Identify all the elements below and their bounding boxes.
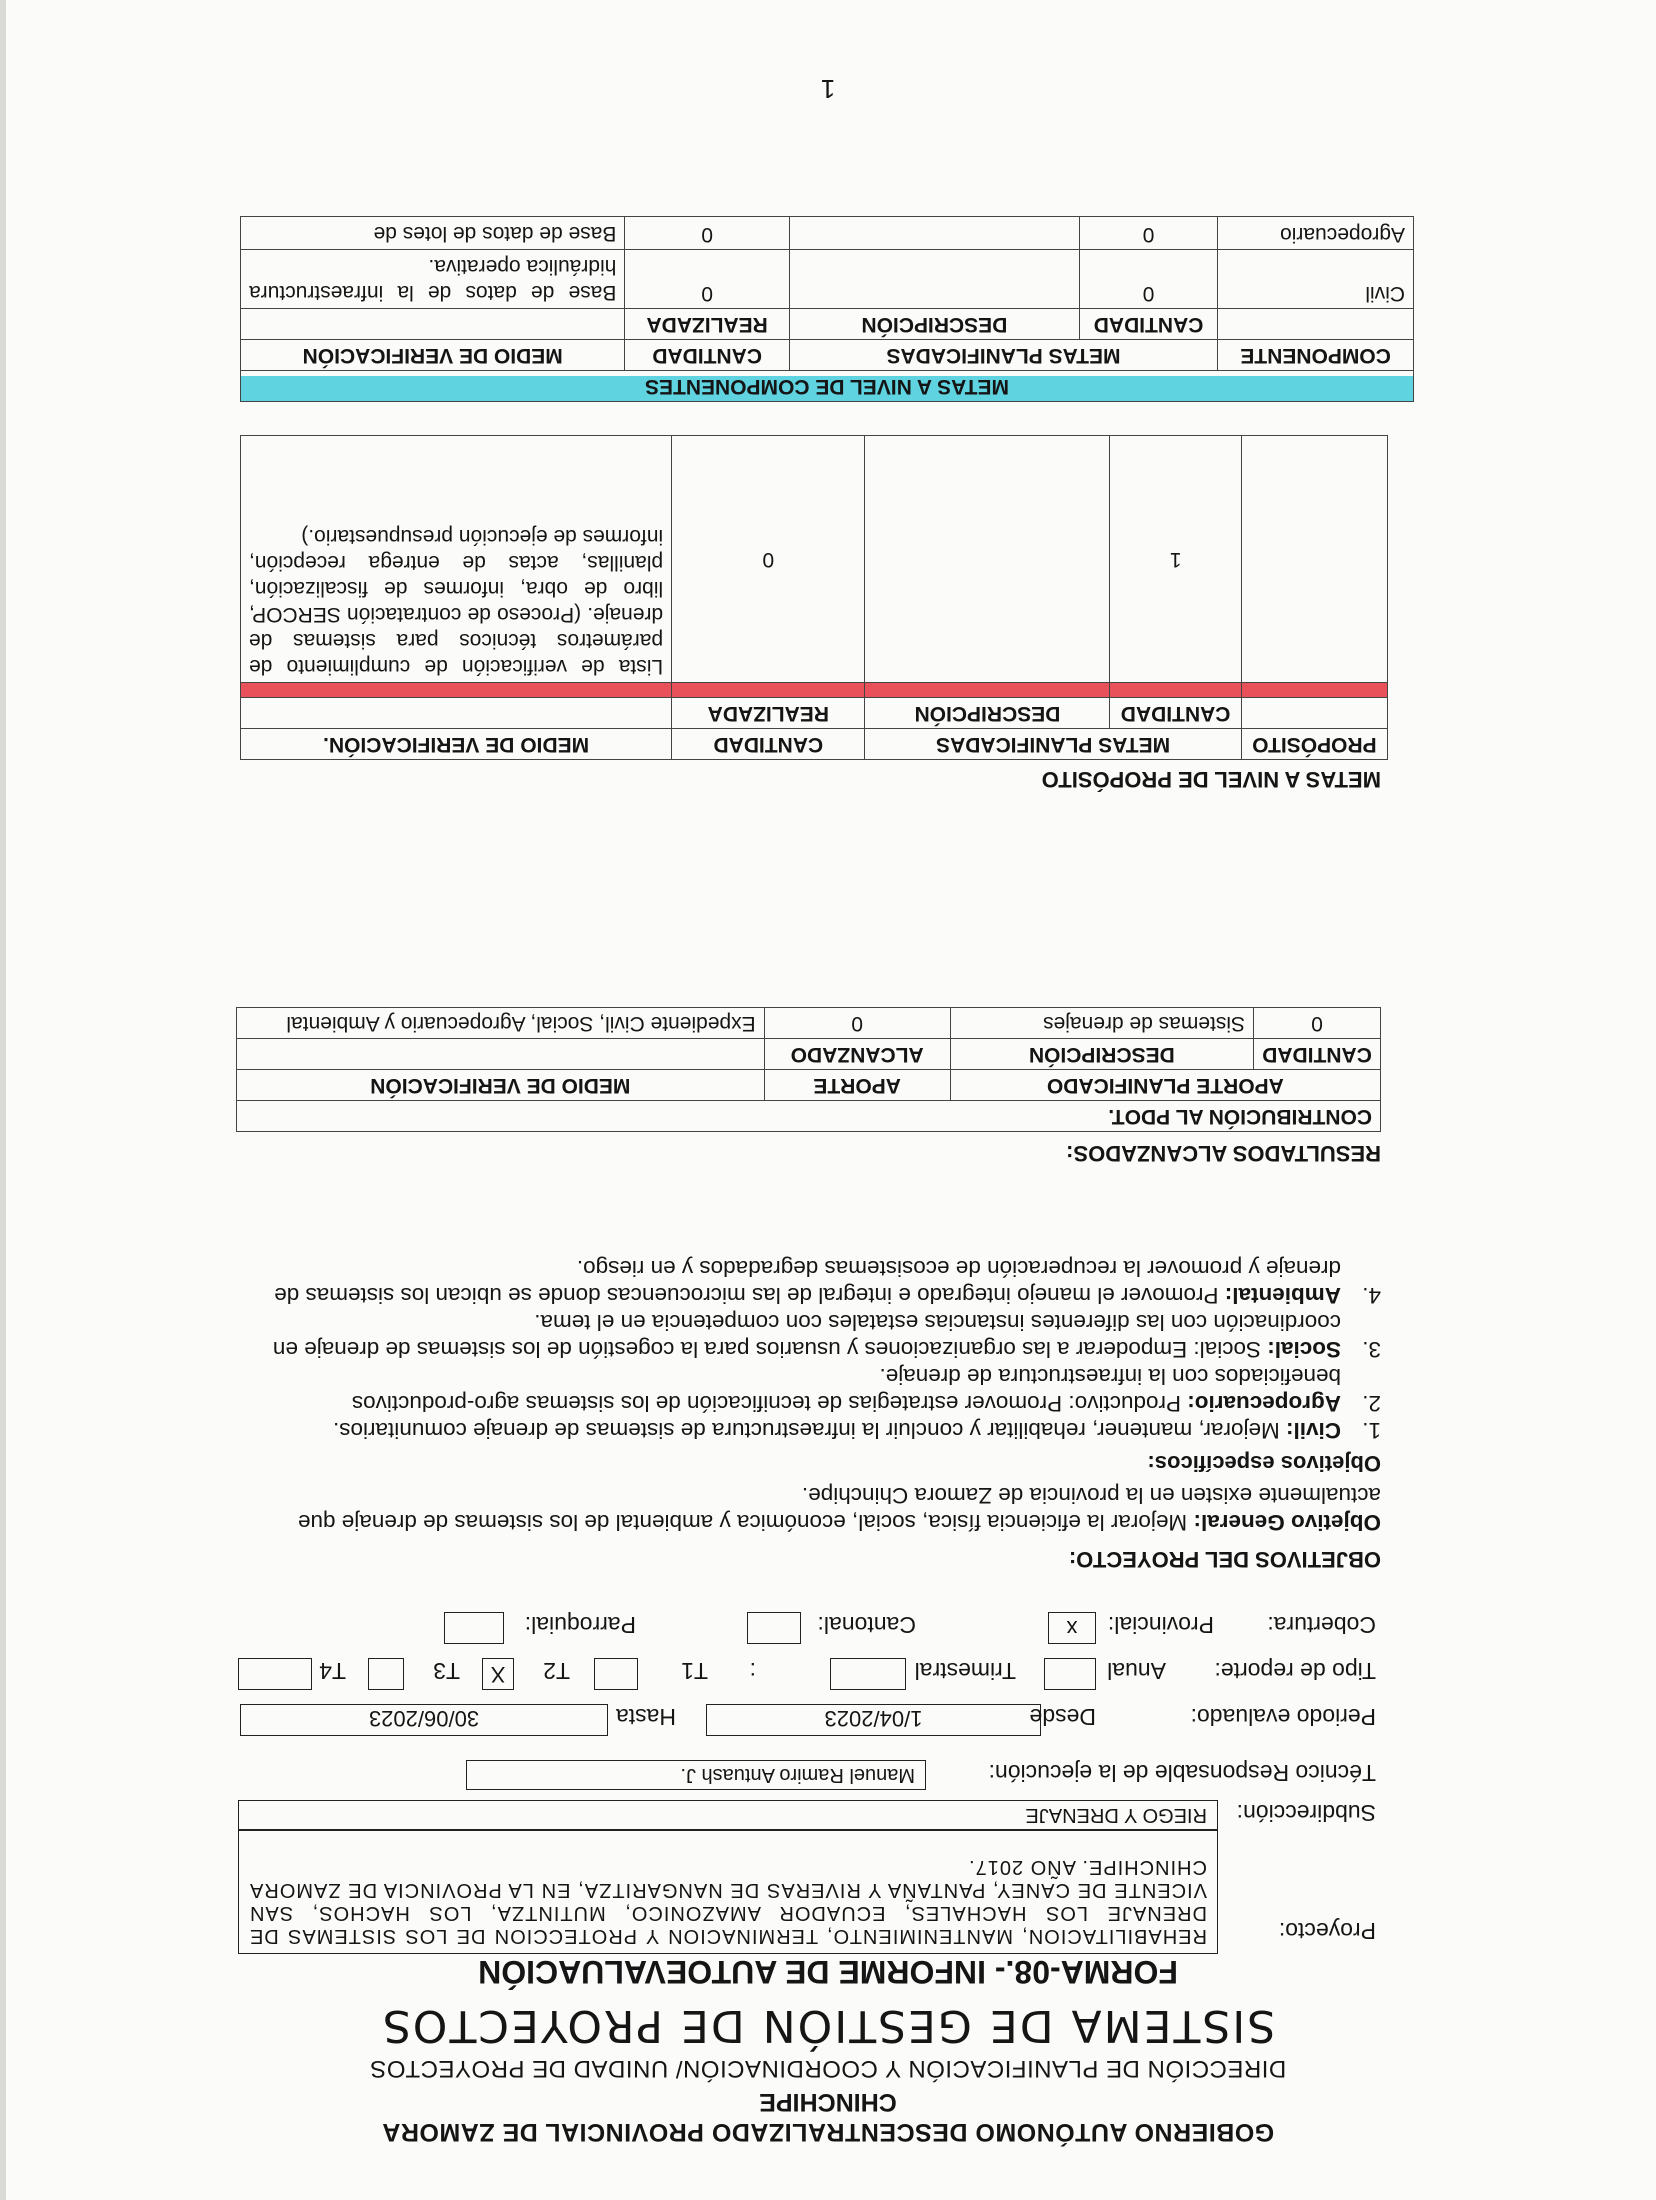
provincial-checkbox[interactable]: x	[1048, 1612, 1096, 1644]
sub-descripcion-header: DESCRIPCIÓN	[865, 698, 1110, 729]
cantidad-realizada-header: CANTIDAD	[672, 729, 865, 760]
table-row	[241, 250, 1414, 309]
table-cell: Civil	[1218, 250, 1414, 309]
anual-checkbox[interactable]	[1044, 1658, 1096, 1690]
table-cell: 0	[672, 436, 865, 683]
table-cell: 0	[625, 217, 789, 250]
desde-field[interactable]: 1/04/2023	[706, 1704, 1041, 1736]
componentes-table	[240, 216, 1414, 402]
proposito-subheader	[1241, 698, 1387, 729]
componente-header: COMPONENTE	[1218, 340, 1414, 371]
item-number: 2.	[1362, 1391, 1381, 1416]
componente-subheader	[1218, 309, 1414, 340]
table-cell: Agropecuario	[1218, 217, 1414, 250]
hasta-label: Hasta	[615, 1704, 676, 1730]
item-number: 4.	[1362, 1283, 1381, 1308]
system-title: SISTEMA DE GESTIÓN DE PROYECTOS	[380, 2000, 1276, 2051]
item-label: Ambiental:	[1224, 1283, 1341, 1308]
anual-label: Anual	[1107, 1658, 1166, 1684]
item-text: Productivo: Promover estrategias de tecnificación de los sistemas agro-productivos beneficiados con la infraestructura de drenaje.	[351, 1364, 1341, 1416]
highlight-bar	[1241, 683, 1387, 698]
proposito-table	[240, 435, 1388, 760]
cantidad-header: CANTIDAD	[1254, 1039, 1381, 1070]
form-title: FORMA-08.- INFORME DE AUTOEVALUACIÓN	[478, 1954, 1178, 1990]
table-cell: Expediente Civil, Social, Agropecuario y Ambiental	[237, 1008, 765, 1039]
item-number: 3.	[1362, 1337, 1381, 1362]
parroquial-checkbox[interactable]	[444, 1612, 504, 1644]
item-text: Mejorar, mantener, rehabilitar y concluir la infraestructura de sistemas de drenaje comunitarios.	[333, 1418, 1286, 1443]
tipo-label: Tipo de reporte:	[1214, 1658, 1376, 1684]
t4-checkbox[interactable]	[238, 1658, 312, 1690]
t2-label: T2	[543, 1658, 570, 1684]
item-label: Agropecuario:	[1187, 1391, 1341, 1416]
objetivo-general	[236, 1482, 1381, 1536]
periodo-label: Periodo evaluado:	[1190, 1704, 1376, 1730]
table-cell: Sistemas de drenajes	[950, 1008, 1253, 1039]
department: DIRECCIÓN DE PLANIFICACIÓN Y COORDINACIÓN/ UNIDAD DE PROYECTOS	[369, 2055, 1287, 2082]
table-cell: Lista de verificación de cumplimiento de parámetros técnicos para sistemas de drenaje. (Proceso de contratación SERCOP, libro de obra, informes de fiscalización, planillas, actas de entrega recepción, informes de ejecución presupuestario.)	[241, 436, 672, 683]
item-label: Civil:	[1285, 1418, 1341, 1443]
sub-realizada-header: REALIZADA	[672, 698, 865, 729]
table-cell: Base de datos de la infraestructura hidráulica operativa.	[241, 250, 625, 309]
org-name: GOBIERNO AUTÓNOMO DESCENTRALIZADO PROVINCIAL DE ZAMORA	[381, 2118, 1275, 2146]
proyecto-field[interactable]: REHABILITACION, MANTENIMIENTO, TERMINACION Y PROTECCION DE LOS SISTEMAS DE DRENAJE LOS HACHALES, ECUADOR AMAZONICO, MUTINTZA, LOS HACHOS, SAN VICENTE DE CANEY, PANTAÑA Y RIVERAS DE NANGARITZA, EN LA PROVINCIA DE ZAMORA CHINCHIPE. AÑO 2017.	[238, 1830, 1218, 1954]
t1-checkbox[interactable]	[594, 1658, 638, 1690]
objetivo-item-4	[236, 1255, 1381, 1309]
sub-realizada-header: REALIZADA	[625, 309, 789, 340]
sub-cantidad-header: CANTIDAD	[1110, 698, 1241, 729]
table-cell	[1241, 436, 1387, 683]
objetivo-general-text: Mejorar la eficiencia física, social, económica y ambiental de los sistemas de drenaje que actualmente existen en la provincia de Zamora Chinchipe.	[297, 1483, 1381, 1535]
cantonal-checkbox[interactable]	[747, 1612, 801, 1644]
medio-header: MEDIO DE VERIFICACIÓN	[241, 340, 625, 371]
objetivo-item-2	[236, 1363, 1381, 1417]
hasta-field[interactable]: 30/06/2023	[240, 1704, 608, 1736]
page-number: 1	[820, 74, 836, 104]
resultados-table	[236, 1007, 1381, 1132]
colon: :	[749, 1658, 756, 1684]
medio-subheader	[241, 309, 625, 340]
cobertura-label: Cobertura:	[1267, 1612, 1376, 1638]
table-cell: 0	[764, 1008, 950, 1039]
table-cell: 1	[1110, 436, 1241, 683]
highlight-bar	[1110, 683, 1241, 698]
proposito-title: METAS A NIVEL DE PROPÓSITO	[1041, 767, 1381, 792]
contrib-header: CONTRIBUCIÓN AL PDOT.	[237, 1101, 1381, 1132]
aporte-planificado-header: APORTE PLANIFICADO	[950, 1070, 1380, 1101]
t4-label: T4	[319, 1658, 346, 1684]
cantidad-header: CANTIDAD	[625, 340, 789, 371]
table-cell: 0	[1254, 1008, 1381, 1039]
trimestral-checkbox[interactable]	[830, 1658, 906, 1690]
highlight-bar	[865, 683, 1110, 698]
table-cell: 0	[1079, 250, 1217, 309]
t3-label: T3	[433, 1658, 460, 1684]
table-cell: 0	[1079, 217, 1217, 250]
tecnico-label: Técnico Responsable de la ejecución:	[988, 1760, 1376, 1786]
table-cell	[789, 250, 1079, 309]
objetivo-item-1	[236, 1417, 1381, 1444]
proposito-header: PROPÓSITO	[1241, 729, 1387, 760]
descripcion-header: DESCRIPCIÓN	[950, 1039, 1253, 1070]
item-number: 1.	[1362, 1418, 1381, 1443]
alcanzado-header: ALCANZADO	[764, 1039, 950, 1070]
medio-subheader	[241, 698, 672, 729]
resultados-title: RESULTADOS ALCANZADOS:	[1066, 1141, 1381, 1166]
table-cell: Base de datos de lotes de	[241, 217, 625, 250]
objetivos-list	[236, 1255, 1381, 1444]
objetivo-general-label: Objetivo General:	[1193, 1510, 1381, 1535]
table-row	[241, 217, 1414, 250]
t3-checkbox[interactable]	[368, 1658, 404, 1690]
objetivo-item-3	[236, 1309, 1381, 1363]
org-name-2: CHINCHIPE	[759, 2088, 897, 2116]
subdireccion-label: Subdirección:	[1236, 1800, 1376, 1826]
table-cell	[865, 436, 1110, 683]
desde-label: Desde	[1029, 1704, 1096, 1730]
proyecto-label: Proyecto:	[1278, 1918, 1376, 1944]
subdireccion-field[interactable]: RIEGO Y DRENAJE	[238, 1800, 1218, 1830]
item-label: Social:	[1267, 1337, 1341, 1362]
sub-cantidad-header: CANTIDAD	[1079, 309, 1217, 340]
sub-descripcion-header: DESCRIPCIÓN	[789, 309, 1079, 340]
medio-subheader	[237, 1039, 765, 1070]
metas-header: METAS PLANIFICADAS	[865, 729, 1241, 760]
medio-header: MEDIO DE VERIFICACIÓN.	[241, 729, 672, 760]
t1-label: T1	[681, 1658, 708, 1684]
metas-header: METAS PLANIFICADAS	[789, 340, 1217, 371]
provincial-label: Provincial:	[1107, 1612, 1214, 1638]
item-text: Social: Empoderar a las organizaciones y usuarios para la cogestión de los sistemas de drenaje en coordinación con las diferentes instancias estatales con competencia en el tema.	[272, 1310, 1341, 1362]
highlight-bar	[672, 683, 865, 698]
tecnico-field[interactable]: Manuel Ramiro Antuash J.	[466, 1760, 926, 1790]
aporte-header: APORTE	[764, 1070, 950, 1101]
cantonal-label: Cantonal:	[817, 1612, 916, 1638]
componentes-title: METAS A NIVEL DE COMPONENTES	[241, 371, 1414, 402]
medio-header: MEDIO DE VERIFICACIÓN	[237, 1070, 765, 1101]
highlight-bar	[241, 683, 672, 698]
scan-edge	[0, 0, 6, 2200]
trimestral-label: Trimestral	[914, 1658, 1016, 1684]
objetivos-title: OBJETIVOS DEL PROYECTO:	[1068, 1547, 1381, 1572]
item-text: Promover el manejo integrado e integral de las microcuencas donde se ubican los sistemas de drenaje y promover la recuperación de ecosistemas degradados y en riesgo.	[274, 1256, 1341, 1308]
table-cell: 0	[625, 250, 789, 309]
table-cell	[789, 217, 1079, 250]
objetivos-especificos-title: Objetivos específicos:	[1147, 1451, 1381, 1476]
t2-checkbox[interactable]: X	[482, 1658, 514, 1690]
parroquial-label: Parroquial:	[524, 1612, 636, 1638]
